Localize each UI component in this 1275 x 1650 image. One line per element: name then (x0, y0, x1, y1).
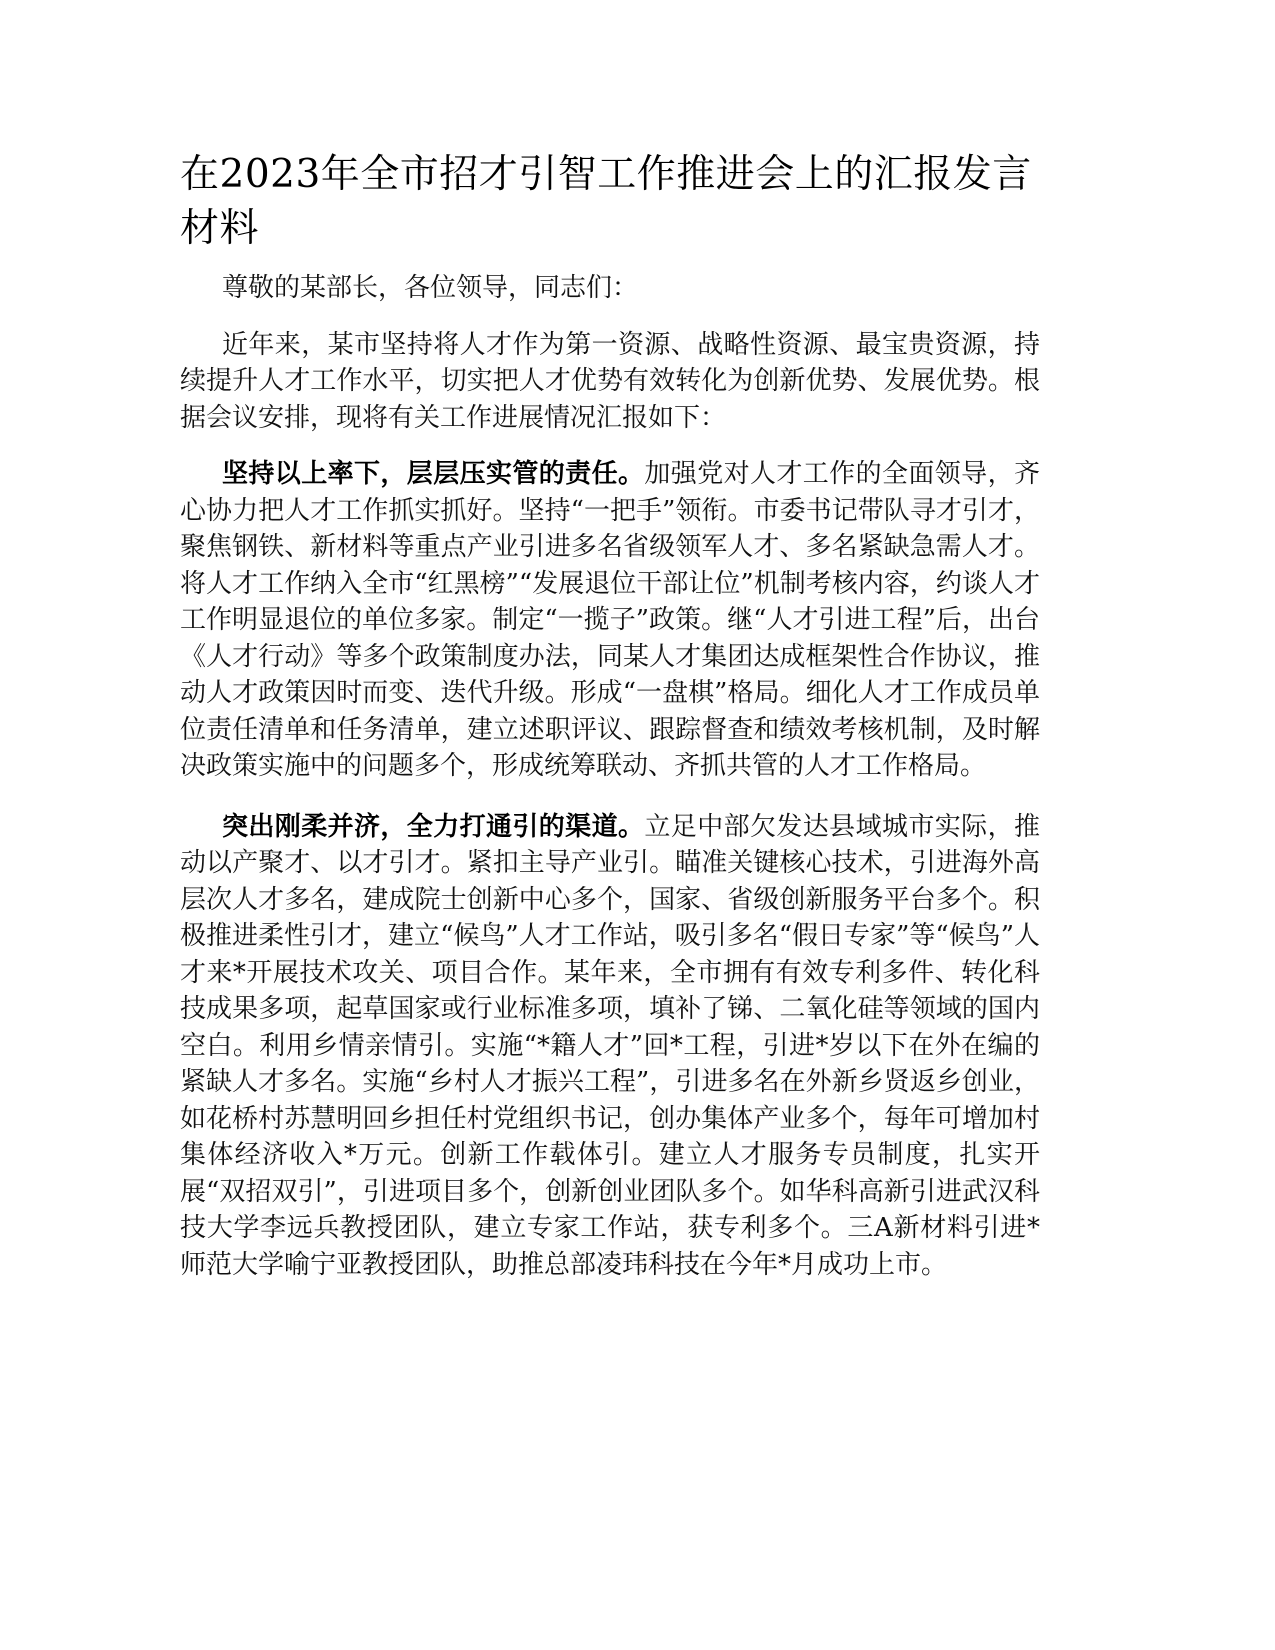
section-body-2: 立足中部欠发达县域城市实际，推动以产聚才、以才引才。紧扣主导产业引。瞄准关键核心技术，引进海外高层次人才多名，建成院士创新中心多个，国家、省级创新服务平台多个。积极推进柔性引才，建立“候鸟”人才工作站，吸引多名“假日专家”等“候鸟”人才来*开展技术攻关、项目合作。某年来，全市拥有有效专利多件、转化科技成果多项，起草国家或行业标准多项，填补了锑、二氧化硅等领域的国内空白。利用乡情亲情引。实施“*籍人才”回*工程，引进*岁以下在外在编的紧缺人才多名。实施“乡村人才振兴工程”，引进多名在外新乡贤返乡创业，如花桥村苏慧明回乡担任村党组织书记，创办集体产业多个，每年可增加村集体经济收入*万元。创新工作载体引。建立人才服务专员制度，扎实开展“双招双引”，引进项目多个，创新创业团队多个。如华科高新引进武汉科技大学李远兵教授团队，建立专家工作站，获专利多个。三A新材料引进*师范大学喻宁亚教授团队，助推总部凌玮科技在今年*月成功上市。 (180, 811, 1040, 1280)
section-body-1: 加强党对人才工作的全面领导，齐心协力把人才工作抓实抓好。坚持“一把手”领衔。市委书记带队寻才引才，聚焦钢铁、新材料等重点产业引进多名省级领军人才、多名紧缺急需人才。将人才工作纳入全市“红黑榜”“发展退位干部让位”机制考核内容，约谈人才工作明显退位的单位多家。制定“一揽子”政策。继“人才引进工程”后，出台《人才行动》等多个政策制度办法，同某人才集团达成框架性合作协议，推动人才政策因时而变、迭代升级。形成“一盘棋”格局。细化人才工作成员单位责任清单和任务清单，建立述职评议、跟踪督查和绩效考核机制，及时解决政策实施中的问题多个，形成统筹联动、齐抓共管的人才工作格局。 (180, 459, 1040, 781)
section-heading-2: 突出刚柔并济，全力打通引的渠道。 (222, 811, 645, 842)
document-page (180, 148, 1040, 1307)
document-title: 在2023年全市招才引智工作推进会上的汇报发言材料 (180, 152, 1032, 251)
section-heading-1: 坚持以上率下，层层压实管的责任。 (222, 459, 645, 489)
intro-paragraph: 近年来，某市坚持将人才作为第一资源、战略性资源、最宝贵资源，持续提升人才工作水平，切实把人才优势有效转化为创新优势、发展优势。根据会议安排，现将有关工作进展情况汇报如下： (180, 329, 1040, 433)
greeting-paragraph: 尊敬的某部长，各位领导，同志们： (222, 273, 639, 303)
section-paragraph-1 (180, 456, 1040, 785)
section-paragraph-2 (180, 809, 1040, 1284)
